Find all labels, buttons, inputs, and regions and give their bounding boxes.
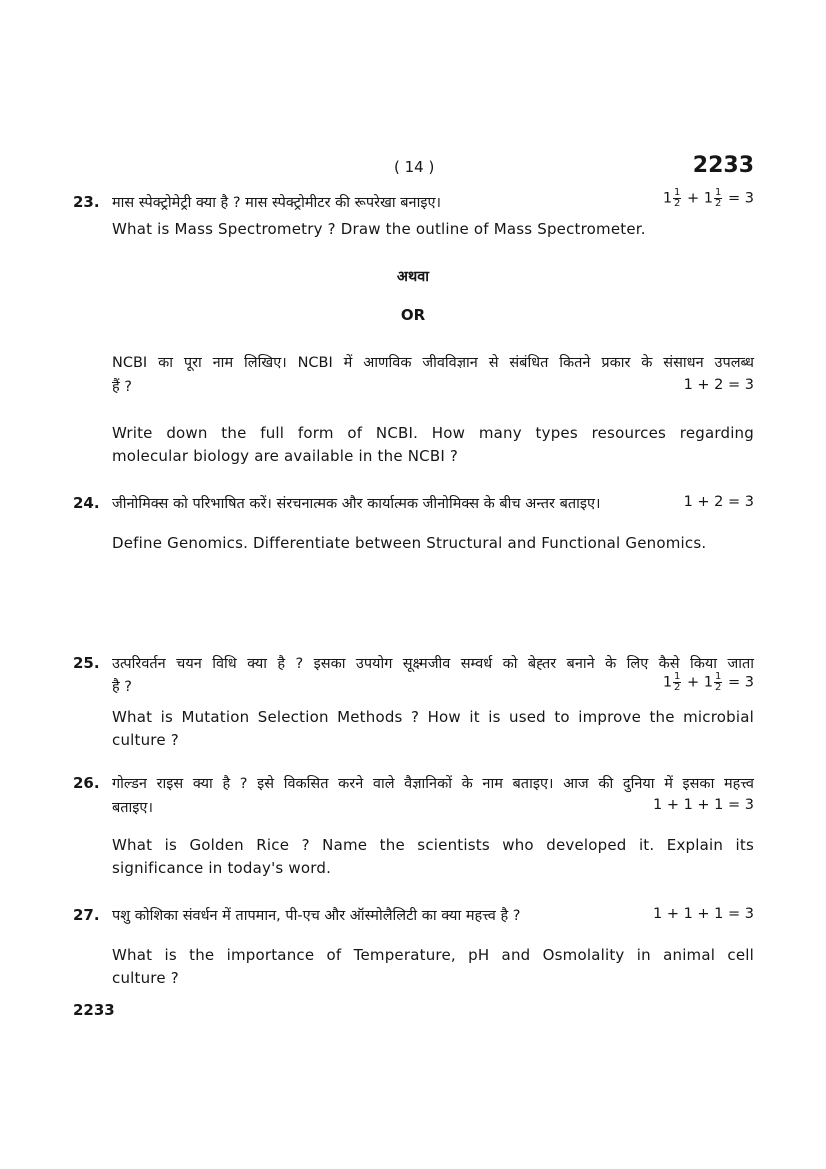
q23-hindi: मास स्पेक्ट्रोमेट्री क्या है ? मास स्पेक्ट्रोमीटर की रूपरेखा बनाइए। [112,195,441,211]
question-number-24: 24. [73,494,100,512]
q25-english-line1: What is Mutation Selection Methods ? How it is used to improve the microbial [112,708,754,726]
or-hindi: अथवा [396,269,430,285]
q26-english-line1: What is Golden Rice ? Name the scientists who developed it. Explain its [112,836,754,854]
question-number-26: 26. [73,774,100,792]
footer-paper-code: 2233 [73,1001,115,1019]
q23-or-marks: 1 + 2 = 3 [683,377,754,393]
q27-hindi: पशु कोशिका संवर्धन में तापमान, पी-एच और ऑस्मोलैलिटी का क्या महत्त्व है ? [112,908,521,924]
question-number-25: 25. [73,654,100,672]
fraction-half: $\frac{1}{2}$ [715,187,722,209]
q23-english: What is Mass Spectrometry ? Draw the outline of Mass Spectrometer. [112,220,646,238]
q27-marks: 1 + 1 + 1 = 3 [652,906,754,922]
q27-english-line2: culture ? [112,969,179,987]
q24-hindi: जीनोमिक्स को परिभाषित करें। संरचनात्मक और कार्यात्मक जीनोमिक्स के बीच अन्तर बताइए। [112,496,601,512]
q24-english: Define Genomics. Differentiate between Structural and Functional Genomics. [112,534,707,552]
q23-or-hindi-line1: NCBI का पूरा नाम लिखिए। NCBI में आणविक जीवविज्ञान से संबंधित कितने प्रकार के संसाधन उपलब्ध [112,355,754,371]
q26-hindi-line1: गोल्डन राइस क्या है ? इसे विकसित करने वाले वैज्ञानिकों के नाम बताइए। आज की दुनिया में इसका महत्त्व [112,776,754,792]
question-number-27: 27. [73,906,100,924]
q25-hindi-line2: है ? [112,679,133,695]
q24-marks: 1 + 2 = 3 [683,494,754,510]
fraction-half: $\frac{1}{2}$ [715,671,722,693]
q23-marks: 1 $\frac{1}{2}$ + 1 $\frac{1}{2}$ = 3 [662,187,754,209]
q23-or-hindi-line2: हैं ? [112,379,133,395]
q23-or-english-line1: Write down the full form of NCBI. How many types resources regarding [112,424,754,442]
q25-hindi-line1: उत्परिवर्तन चयन विधि क्या है ? इसका उपयोग सूक्ष्मजीव सम्वर्ध को बेह्तर बनाने के लिए कैसे किया जाता [112,656,754,672]
q26-marks: 1 + 1 + 1 = 3 [652,797,754,813]
fraction-half: $\frac{1}{2}$ [674,187,681,209]
q23-or-english-line2: molecular biology are available in the NCBI ? [112,447,459,465]
paper-code: 2233 [692,153,754,178]
q26-hindi-line2: बताइए। [112,800,153,816]
fraction-half: $\frac{1}{2}$ [674,671,681,693]
q25-english-line2: culture ? [112,731,179,749]
q27-english-line1: What is the importance of Temperature, pH and Osmolality in animal cell [112,946,754,964]
q26-english-line2: significance in today's word. [112,859,332,877]
q25-marks: 1 $\frac{1}{2}$ + 1 $\frac{1}{2}$ = 3 [662,671,754,693]
question-number-23: 23. [73,193,100,211]
or-english: OR [400,306,426,324]
page-number: ( 14 ) [394,158,435,176]
